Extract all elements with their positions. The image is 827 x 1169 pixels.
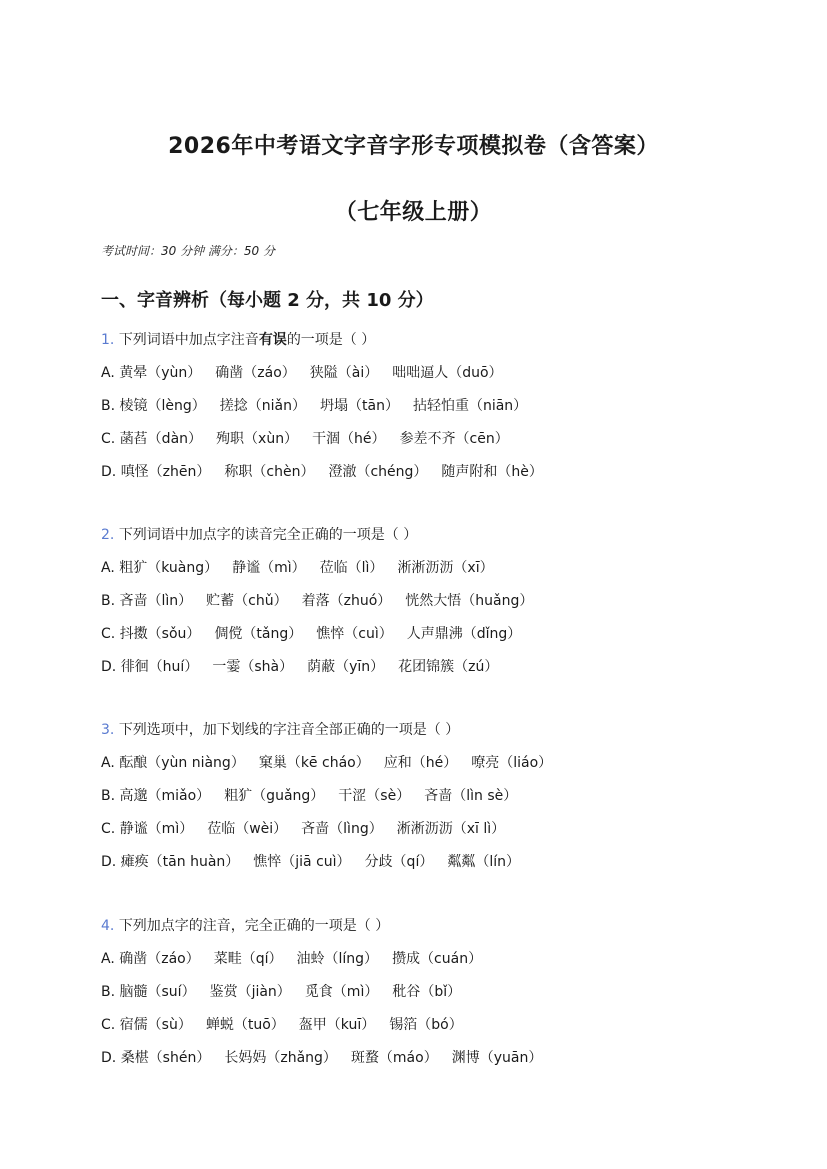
option-item: 黄晕（yùn） <box>119 365 202 381</box>
option-row <box>101 461 543 481</box>
option-label: A. <box>101 560 115 576</box>
question-text: 下列加点字的注音，完全正确的一项是（ ） <box>118 918 390 934</box>
option-item: 花团锦簇（zú） <box>398 659 499 675</box>
option-label: A. <box>101 365 115 381</box>
option-row <box>101 1047 542 1067</box>
option-item: 秕谷（bǐ） <box>392 984 462 1000</box>
option-item: 吝啬（lìng） <box>301 821 383 837</box>
question-emphasis: 有误 <box>258 332 287 348</box>
option-item: 澄澈（chéng） <box>328 464 428 480</box>
option-label: A. <box>101 755 115 771</box>
question-text: 下列选项中，加下划线的字注音全部正确的一项是（ ） <box>118 722 460 738</box>
option-item: 拈轻怕重（niān） <box>412 398 528 414</box>
option-row <box>101 818 505 838</box>
option-item: 荫蔽（yīn） <box>307 659 385 675</box>
option-item: 莅临（wèi） <box>207 821 288 837</box>
option-item: 淅淅沥沥（xī） <box>397 560 494 576</box>
question-stem <box>101 524 417 544</box>
option-item: 桑椹（shén） <box>120 1050 211 1066</box>
question-number: 3. <box>101 722 115 738</box>
question-text: 下列词语中加点字注音 <box>118 332 259 348</box>
option-item: 坍塌（tān） <box>320 398 399 414</box>
option-item: 蝉蜕（tuō） <box>205 1017 285 1033</box>
option-label: D. <box>101 659 117 675</box>
option-item: 淅淅沥沥（xī lì） <box>396 821 506 837</box>
option-item: 确凿（záo） <box>119 951 200 967</box>
option-item: 人声鼎沸（dǐng） <box>406 626 522 642</box>
option-item: 倜傥（tǎng） <box>214 626 303 642</box>
option-row <box>101 948 482 968</box>
option-item: 攒成（cuán） <box>392 951 483 967</box>
option-row <box>101 981 461 1001</box>
option-item: 狭隘（ài） <box>309 365 379 381</box>
option-label: C. <box>101 1017 116 1033</box>
option-item: 憔悴（cuì） <box>316 626 393 642</box>
option-item: 脑髓（suí） <box>119 984 196 1000</box>
option-row <box>101 623 521 643</box>
option-item: 咄咄逼人（duō） <box>392 365 503 381</box>
option-row <box>101 752 552 772</box>
option-row <box>101 656 498 676</box>
option-item: 长妈妈（zhǎng） <box>224 1050 337 1066</box>
option-item: 盔甲（kuī） <box>298 1017 376 1033</box>
option-item: 粗犷（guǎng） <box>224 788 325 804</box>
option-item: 静谧（mì） <box>119 821 194 837</box>
exam-info: 考试时间：30 分钟 满分：50 分 <box>101 244 275 258</box>
option-row <box>101 851 520 871</box>
option-item: 随声附和（hè） <box>441 464 543 480</box>
option-row <box>101 395 527 415</box>
option-label: B. <box>101 788 116 804</box>
document-subtitle: （七年级上册） <box>334 200 493 225</box>
option-item: 贮蓄（chǔ） <box>206 593 288 609</box>
option-item: 酝酿（yùn niàng） <box>119 755 245 771</box>
option-item: 瘫痪（tān huàn） <box>120 854 240 870</box>
option-item: 觅食（mì） <box>304 984 379 1000</box>
option-label: B. <box>101 593 116 609</box>
option-row <box>101 785 517 805</box>
option-label: C. <box>101 431 116 447</box>
option-row <box>101 557 494 577</box>
option-item: 殉职（xùn） <box>216 431 299 447</box>
question-number: 2. <box>101 527 115 543</box>
option-item: 搓捻（niǎn） <box>219 398 306 414</box>
option-item: 菜畦（qí） <box>213 951 283 967</box>
option-label: B. <box>101 398 116 414</box>
option-label: D. <box>101 464 117 480</box>
option-item: 干涩（sè） <box>338 788 411 804</box>
option-item: 粗犷（kuàng） <box>119 560 219 576</box>
option-item: 抖擞（sǒu） <box>119 626 201 642</box>
option-item: 棱镜（lèng） <box>119 398 206 414</box>
option-item: 憔悴（jiā cuì） <box>253 854 351 870</box>
option-item: 吝啬（lìn） <box>119 593 193 609</box>
option-row <box>101 1014 463 1034</box>
option-item: 参差不齐（cēn） <box>399 431 509 447</box>
option-label: D. <box>101 854 117 870</box>
option-item: 油蛉（líng） <box>296 951 379 967</box>
question-stem <box>101 329 375 349</box>
option-row <box>101 362 503 382</box>
option-item: 恍然大悟（huǎng） <box>405 593 534 609</box>
question-stem <box>101 915 389 935</box>
option-item: 粼粼（lín） <box>447 854 520 870</box>
document-title: 2026年中考语文字音字形专项模拟卷（含答案） <box>168 134 659 159</box>
question-number: 4. <box>101 918 115 934</box>
question-text-tail: 的一项是（ ） <box>286 332 376 348</box>
option-item: 莅临（lì） <box>319 560 384 576</box>
option-item: 渊博（yuān） <box>451 1050 543 1066</box>
option-item: 鉴赏（jiàn） <box>209 984 291 1000</box>
option-item: 确凿（záo） <box>215 365 296 381</box>
option-item: 应和（hé） <box>383 755 458 771</box>
question-number: 1. <box>101 332 115 348</box>
section-heading: 一、字音辨析（每小题 2 分，共 10 分） <box>101 290 434 311</box>
option-item: 徘徊（huí） <box>120 659 199 675</box>
option-item: 嘹亮（liáo） <box>471 755 553 771</box>
option-label: A. <box>101 951 115 967</box>
option-item: 干涸（hé） <box>312 431 386 447</box>
option-item: 称职（chèn） <box>224 464 315 480</box>
option-item: 窠巢（kē cháo） <box>258 755 370 771</box>
option-item: 高邈（miǎo） <box>119 788 211 804</box>
option-item: 嗔怪（zhēn） <box>120 464 211 480</box>
option-item: 分歧（qí） <box>364 854 434 870</box>
question-text: 下列词语中加点字的读音完全正确的一项是（ ） <box>118 527 418 543</box>
option-item: 吝啬（lìn sè） <box>424 788 518 804</box>
question-stem <box>101 719 459 739</box>
option-label: B. <box>101 984 116 1000</box>
option-row <box>101 590 533 610</box>
option-item: 着落（zhuó） <box>301 593 392 609</box>
option-item: 静谧（mì） <box>232 560 306 576</box>
option-label: C. <box>101 626 116 642</box>
option-label: C. <box>101 821 116 837</box>
option-item: 斑蝥（máo） <box>350 1050 438 1066</box>
option-item: 菡萏（dàn） <box>119 431 203 447</box>
option-row <box>101 428 509 448</box>
option-item: 锡箔（bó） <box>389 1017 463 1033</box>
option-label: D. <box>101 1050 117 1066</box>
option-item: 宿儒（sù） <box>119 1017 192 1033</box>
option-item: 一霎（shà） <box>212 659 294 675</box>
